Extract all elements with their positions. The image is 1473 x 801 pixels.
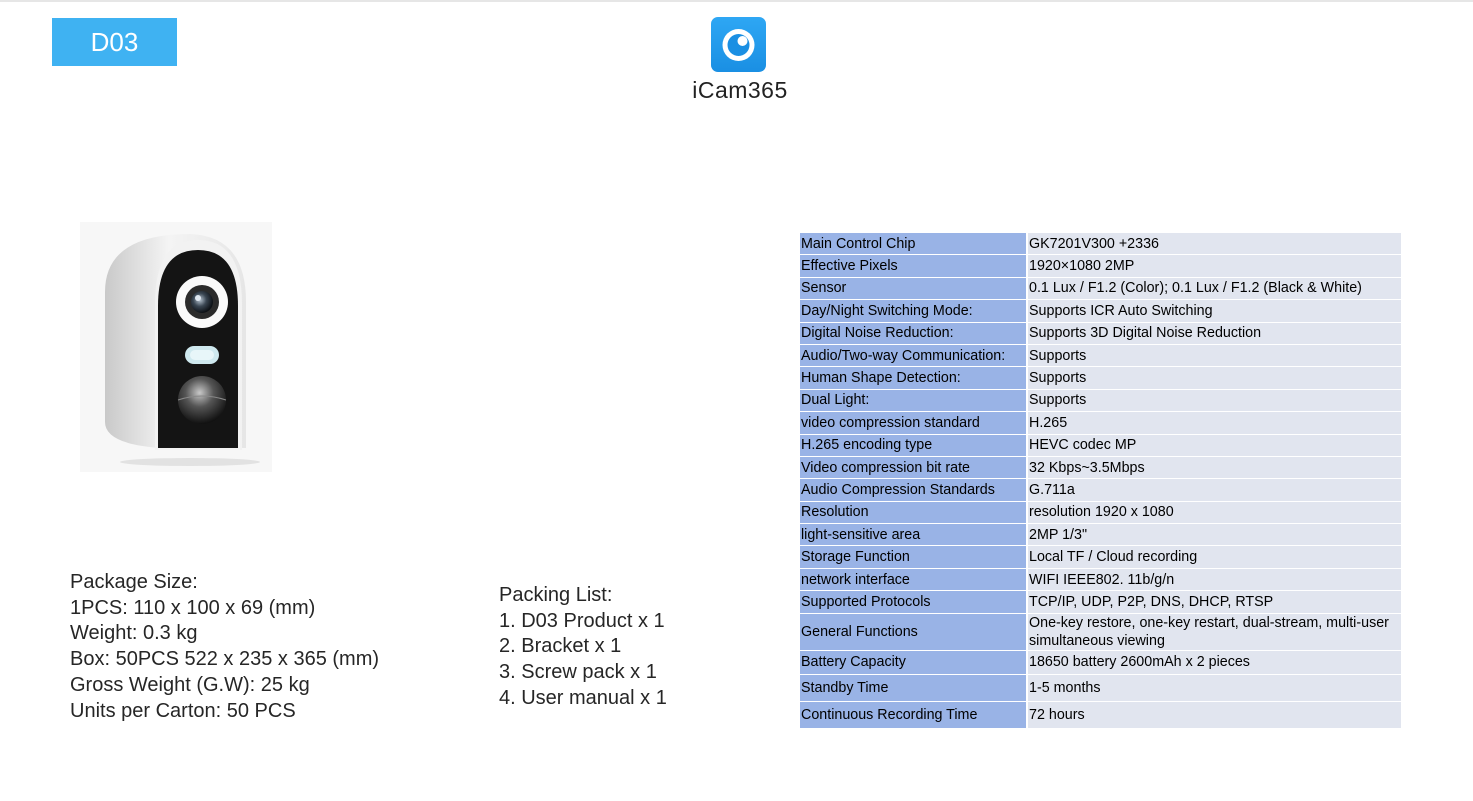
spec-label: Audio Compression Standards [800, 479, 1027, 501]
spec-row [800, 675, 1401, 702]
package-info [70, 570, 379, 724]
spec-label: video compression standard [800, 412, 1027, 434]
package-line: Units per Carton: 50 PCS [70, 699, 296, 722]
spec-value: 1920×1080 2MP [1027, 255, 1401, 277]
brand-name: iCam365 [692, 77, 788, 103]
spec-label: Effective Pixels [800, 255, 1027, 277]
spec-value: WIFI IEEE802. 11b/g/n [1027, 568, 1401, 590]
spec-row [800, 412, 1401, 434]
packing-line: 3. Screw pack x 1 [499, 661, 657, 684]
packing-line: Packing List: [499, 584, 613, 606]
spec-value: 18650 battery 2600mAh x 2 pieces [1027, 650, 1401, 675]
package-line: Box: 50PCS 522 x 235 x 365 (mm) [70, 648, 380, 671]
spec-value: 1-5 months [1027, 675, 1401, 702]
spec-row [800, 367, 1401, 389]
spec-value: Supports [1027, 389, 1401, 411]
spec-label: Continuous Recording Time [800, 702, 1027, 729]
spec-label: Digital Noise Reduction: [800, 322, 1027, 344]
spec-table [800, 233, 1401, 729]
spec-row [800, 546, 1401, 568]
spec-value: HEVC codec MP [1027, 434, 1401, 456]
packing-list [499, 583, 667, 712]
spec-value: TCP/IP, UDP, P2P, DNS, DHCP, RTSP [1027, 591, 1401, 613]
security-camera-photo [80, 222, 272, 472]
packing-line: 1. D03 Product x 1 [499, 609, 665, 632]
spec-row [800, 650, 1401, 675]
spec-label: Video compression bit rate [800, 456, 1027, 478]
spec-label: Human Shape Detection: [800, 367, 1027, 389]
spec-row [800, 568, 1401, 590]
package-line: 1PCS: 110 x 100 x 69 (mm) [70, 596, 316, 619]
spec-value: Supports 3D Digital Noise Reduction [1027, 322, 1401, 344]
spec-label: Standby Time [800, 675, 1027, 702]
top-divider [0, 0, 1473, 2]
model-badge: D03 [52, 18, 177, 66]
package-line: Gross Weight (G.W): 25 kg [70, 673, 310, 696]
spec-row [800, 300, 1401, 322]
product-photo [80, 222, 272, 472]
spec-label: Supported Protocols [800, 591, 1027, 613]
spec-label: light-sensitive area [800, 524, 1027, 546]
spec-row [800, 456, 1401, 478]
spec-label: H.265 encoding type [800, 434, 1027, 456]
spec-row [800, 322, 1401, 344]
package-line: Weight: 0.3 kg [70, 622, 198, 645]
packing-line: 2. Bracket x 1 [499, 635, 622, 658]
spec-label: Main Control Chip [800, 233, 1027, 255]
spec-row [800, 591, 1401, 613]
package-line: Package Size: [70, 571, 198, 593]
spec-row [800, 501, 1401, 523]
spec-value: Supports ICR Auto Switching [1027, 300, 1401, 322]
spec-label: Audio/Two-way Communication: [800, 344, 1027, 366]
spec-row [800, 389, 1401, 411]
spec-row [800, 702, 1401, 729]
spec-row [800, 479, 1401, 501]
spec-value: resolution 1920 x 1080 [1027, 501, 1401, 523]
spec-value: Local TF / Cloud recording [1027, 546, 1401, 568]
spec-label: Storage Function [800, 546, 1027, 568]
spec-value: GK7201V300 +2336 [1027, 233, 1401, 255]
icam365-logo-icon [711, 17, 766, 72]
spec-row [800, 434, 1401, 456]
spec-row [800, 344, 1401, 366]
spec-row [800, 255, 1401, 277]
spec-value: 32 Kbps~3.5Mbps [1027, 456, 1401, 478]
packing-line: 4. User manual x 1 [499, 686, 667, 709]
spec-value: 72 hours [1027, 702, 1401, 729]
spec-row [800, 524, 1401, 546]
spec-row [800, 233, 1401, 255]
spec-value: G.711a [1027, 479, 1401, 501]
spec-row [800, 277, 1401, 299]
spec-label: General Functions [800, 613, 1027, 650]
spec-row [800, 613, 1401, 650]
spec-value: H.265 [1027, 412, 1401, 434]
spec-value: 2MP 1/3" [1027, 524, 1401, 546]
spec-label: Sensor [800, 277, 1027, 299]
spec-value: One-key restore, one-key restart, dual-stream, multi-user simultaneous viewing [1027, 613, 1401, 650]
spec-label: Day/Night Switching Mode: [800, 300, 1027, 322]
spec-value: 0.1 Lux / F1.2 (Color); 0.1 Lux / F1.2 (Black & White) [1027, 277, 1401, 299]
spec-value: Supports [1027, 344, 1401, 366]
spec-label: Dual Light: [800, 389, 1027, 411]
spec-label: Resolution [800, 501, 1027, 523]
spec-value: Supports [1027, 367, 1401, 389]
spec-label: network interface [800, 568, 1027, 590]
spec-label: Battery Capacity [800, 650, 1027, 675]
